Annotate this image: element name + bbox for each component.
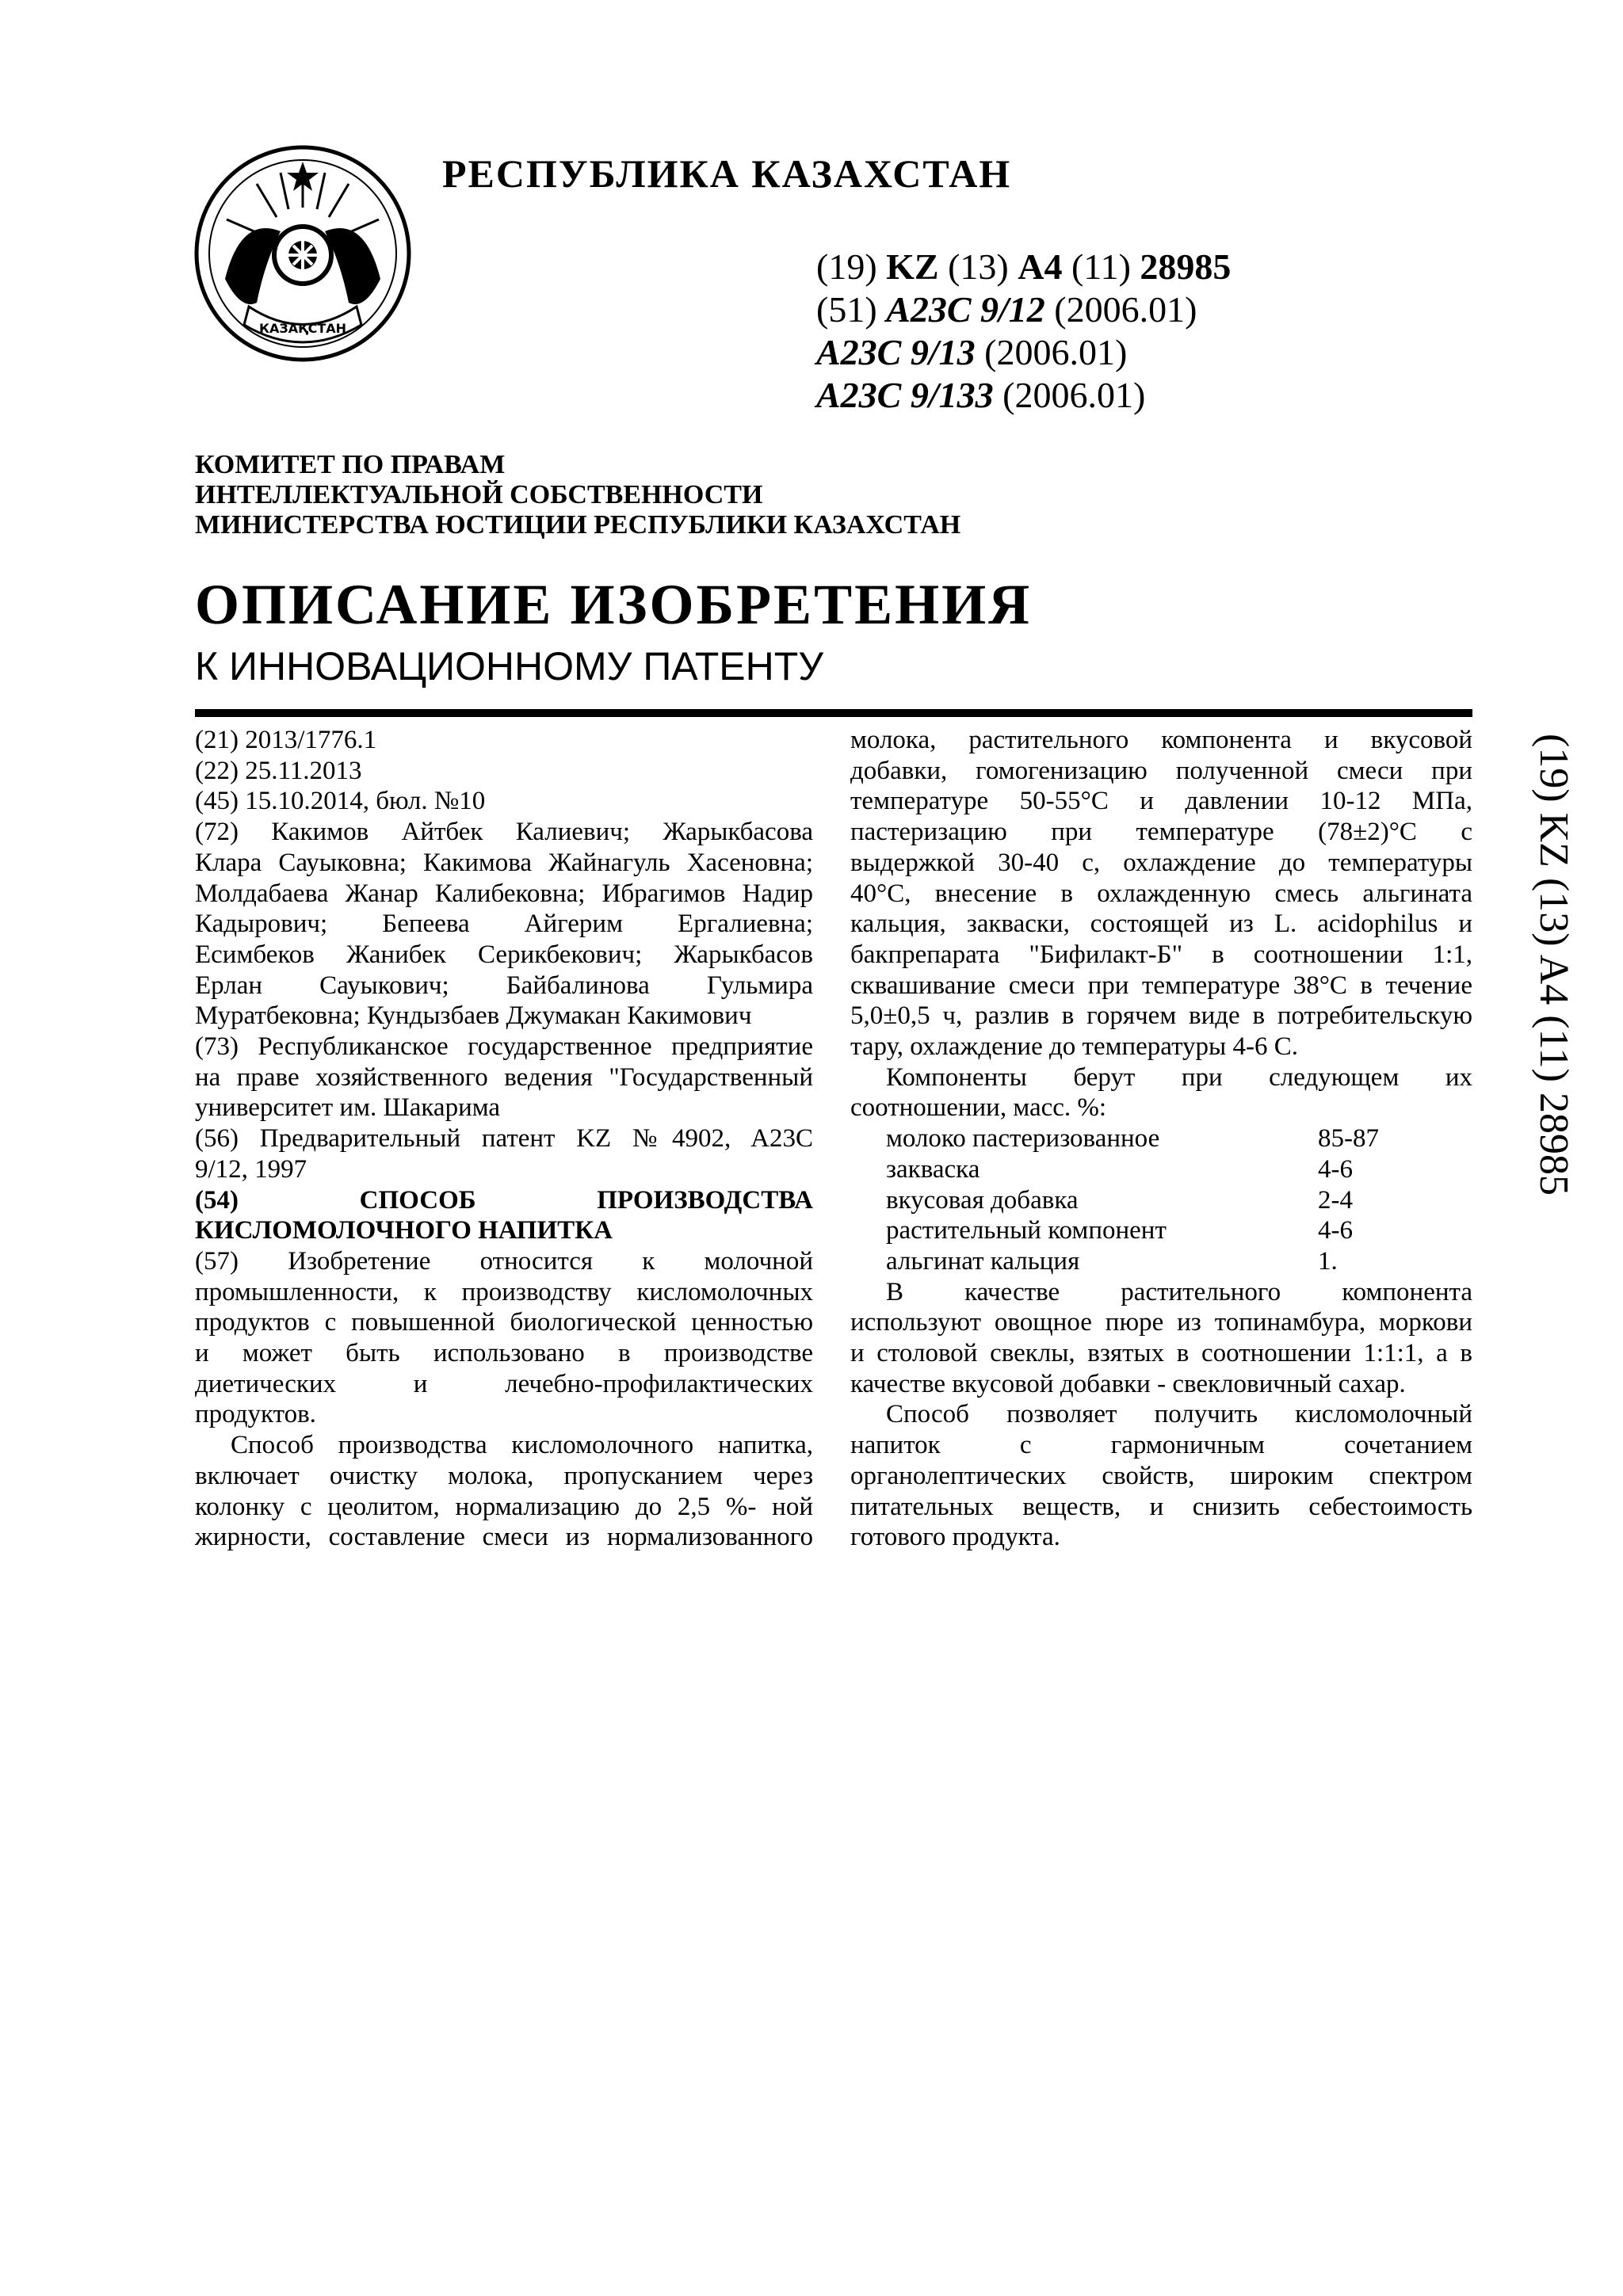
publication-codes xyxy=(816,246,1231,288)
component-row xyxy=(886,1246,1437,1277)
method-line: колонку с цеолитом, нормализацию до 2,5 %- ной xyxy=(195,1492,813,1521)
plant-line: качестве вкусовой добавки - свекловичный сахар. xyxy=(850,1369,1406,1398)
ipc-version: (2006.01) xyxy=(1054,289,1197,330)
field-54-line: (54) СПОСОБ ПРОИЗВОДСТВА xyxy=(195,1185,813,1215)
result-line: питательных веществ, и снизить себестоимость xyxy=(850,1492,1472,1521)
result-line: органолептических свойств, широким спектром xyxy=(850,1461,1472,1490)
method-line: 5,0±0,5 ч, разлив в горячем виде в потребительскую xyxy=(850,1001,1472,1031)
plant-line: и столовой свеклы, взятых в соотношении 1:1:1, а в xyxy=(850,1339,1472,1368)
result-line: готового продукта. xyxy=(850,1523,1060,1552)
state-emblem xyxy=(193,144,412,363)
components-intro-line: Компоненты берут при следующем их xyxy=(886,1062,1472,1092)
field-72-line: (72) Какимов Айтбек Калиевич; Жарыкбасова xyxy=(195,818,813,847)
method-line: кальция, закваски, состоящей из L. acidophilus и xyxy=(850,910,1472,939)
ipc-version: (2006.01) xyxy=(1002,375,1146,415)
method-line: жирности, составление смеси из нормализованного xyxy=(195,1523,813,1552)
emblem-ribbon-text: КАЗАҚСТАН xyxy=(258,321,347,336)
committee-block xyxy=(195,450,960,540)
field-57-line: продуктов с повышенной биологической ценностью xyxy=(195,1308,813,1337)
component-value: 1. xyxy=(1318,1246,1338,1276)
field-21: (21) 2013/1776.1 xyxy=(195,726,377,754)
field-57-line: (57) Изобретение относится к молочной xyxy=(195,1246,813,1276)
component-name: альгинат кальция xyxy=(886,1246,1080,1276)
method-line: Способ производства кисломолочного напитка, xyxy=(231,1431,813,1460)
method-line: выдержкой 30-40 с, охлаждение до температуры xyxy=(850,848,1472,877)
field-72-line: Клара Сауыковна; Какимова Жайнагуль Хасеновна; xyxy=(195,848,813,877)
header-rule xyxy=(195,709,1472,717)
plant-line: В качестве растительного компонента xyxy=(886,1277,1472,1306)
component-row xyxy=(886,1185,1437,1216)
method-line: 40°С, внесение в охлажденную смесь альгината xyxy=(850,879,1472,908)
country-code: KZ xyxy=(886,246,939,287)
component-value: 4-6 xyxy=(1318,1154,1353,1184)
component-value: 4-6 xyxy=(1318,1216,1353,1245)
component-value: 85-87 xyxy=(1318,1124,1379,1154)
committee-line: МИНИСТЕРСТВА ЮСТИЦИИ РЕСПУБЛИКИ КАЗАХСТАН xyxy=(195,510,961,540)
field-72-line: Кадырович; Бепеева Айгерим Ергалиевна; xyxy=(195,910,813,939)
method-line: бакпрепарата "Бифилакт-Б" в соотношении 1:1, xyxy=(850,940,1472,969)
field-57-line: продуктов. xyxy=(195,1400,316,1429)
plant-line: используют овощное пюре из топинамбура, моркови xyxy=(850,1308,1472,1337)
committee-line: КОМИТЕТ ПО ПРАВАМ xyxy=(195,450,506,479)
result-line: Способ позволяет получить кисломолочный xyxy=(886,1400,1472,1429)
method-line: молока, растительного компонента и вкусовой xyxy=(850,726,1472,754)
field-72-line: Муратбековна; Кундызбаев Джумакан Какимович xyxy=(195,1001,752,1031)
ipc-line-2 xyxy=(816,331,1127,373)
right-column xyxy=(850,725,1472,1553)
method-line: сквашивание смеси при температуре 38°С в течение xyxy=(850,971,1472,1000)
field-57-line: и может быть использовано в производстве xyxy=(195,1339,813,1368)
component-name: молоко пастеризованное xyxy=(886,1124,1160,1154)
components-intro-line: соотношении, масс. %: xyxy=(850,1093,1107,1123)
field-57-line: диетических и лечебно-профилактических xyxy=(195,1369,813,1398)
ipc-code: A23C 9/12 xyxy=(886,289,1045,330)
field-56-line: (56) Предварительный патент KZ №4902, A23C xyxy=(195,1124,813,1154)
committee-line: ИНТЕЛЛЕКТУАЛЬНОЙ СОБСТВЕННОСТИ xyxy=(195,480,763,509)
component-row xyxy=(886,1154,1437,1185)
ipc-line-1 xyxy=(816,288,1197,330)
method-line: температуре 50-55°С и давлении 10-12 МПа, xyxy=(850,787,1472,816)
field-72-line: Ерлан Сауыкович; Байбалинова Гульмира xyxy=(195,971,813,1000)
code-13-label: (13) xyxy=(948,246,1009,287)
field-56-line: 9/12, 1997 xyxy=(195,1154,307,1184)
doc-kind-code: A4 xyxy=(1018,246,1063,287)
component-row xyxy=(886,1215,1437,1246)
patent-number: 28985 xyxy=(1140,246,1232,287)
component-name: закваска xyxy=(886,1154,980,1184)
side-patent-number: (19) KZ (13) A4 (11) 28985 xyxy=(1531,734,1576,1196)
left-column xyxy=(195,725,813,1553)
field-73-line: университет им. Шакарима xyxy=(195,1093,501,1123)
method-line: включает очистку молока, пропусканием через xyxy=(195,1461,813,1490)
field-57-line: промышленности, к производству кисломолочных xyxy=(195,1277,813,1306)
component-value: 2-4 xyxy=(1318,1185,1353,1215)
method-line: добавки, гомогенизацию полученной смеси при xyxy=(850,756,1472,785)
field-45: (45) 15.10.2014, бюл. №10 xyxy=(195,787,486,816)
components-table xyxy=(886,1123,1437,1277)
field-72-line: Есимбеков Жанибек Серикбекович; Жарыкбасов xyxy=(195,940,813,969)
component-name: вкусовая добавка xyxy=(886,1185,1079,1215)
component-name: растительный компонент xyxy=(886,1216,1167,1245)
document-subtitle: К ИННОВАЦИОННОМУ ПАТЕНТУ xyxy=(195,644,824,688)
code-19-label: (19) xyxy=(816,246,877,287)
field-22: (22) 25.11.2013 xyxy=(195,756,362,785)
method-line: пастеризацию при температуре (78±2)°С с xyxy=(850,818,1472,847)
field-73-line: на праве хозяйственного ведения "Государственный xyxy=(195,1062,813,1092)
document-title: ОПИСАНИЕ ИЗОБРЕТЕНИЯ xyxy=(195,573,1033,636)
method-line: тару, охлаждение до температуры 4-6 С. xyxy=(850,1032,1298,1062)
ipc-line-3 xyxy=(816,374,1145,416)
field-72-line: Молдабаева Жанар Калибековна; Ибрагимов Надир xyxy=(195,879,813,908)
ipc-code: A23C 9/133 xyxy=(816,375,994,415)
field-54-line: КИСЛОМОЛОЧНОГО НАПИТКА xyxy=(195,1216,613,1245)
field-73-line: (73) Республиканское государственное предприятие xyxy=(195,1032,813,1062)
ipc-label: (51) xyxy=(816,289,877,330)
republic-heading: РЕСПУБЛИКА КАЗАХСТАН xyxy=(442,151,1012,196)
code-11-label: (11) xyxy=(1071,246,1131,287)
ipc-code: A23C 9/13 xyxy=(816,332,976,372)
ipc-version: (2006.01) xyxy=(984,332,1128,372)
result-line: напиток с гармоничным сочетанием xyxy=(850,1431,1472,1460)
component-row xyxy=(886,1123,1437,1154)
